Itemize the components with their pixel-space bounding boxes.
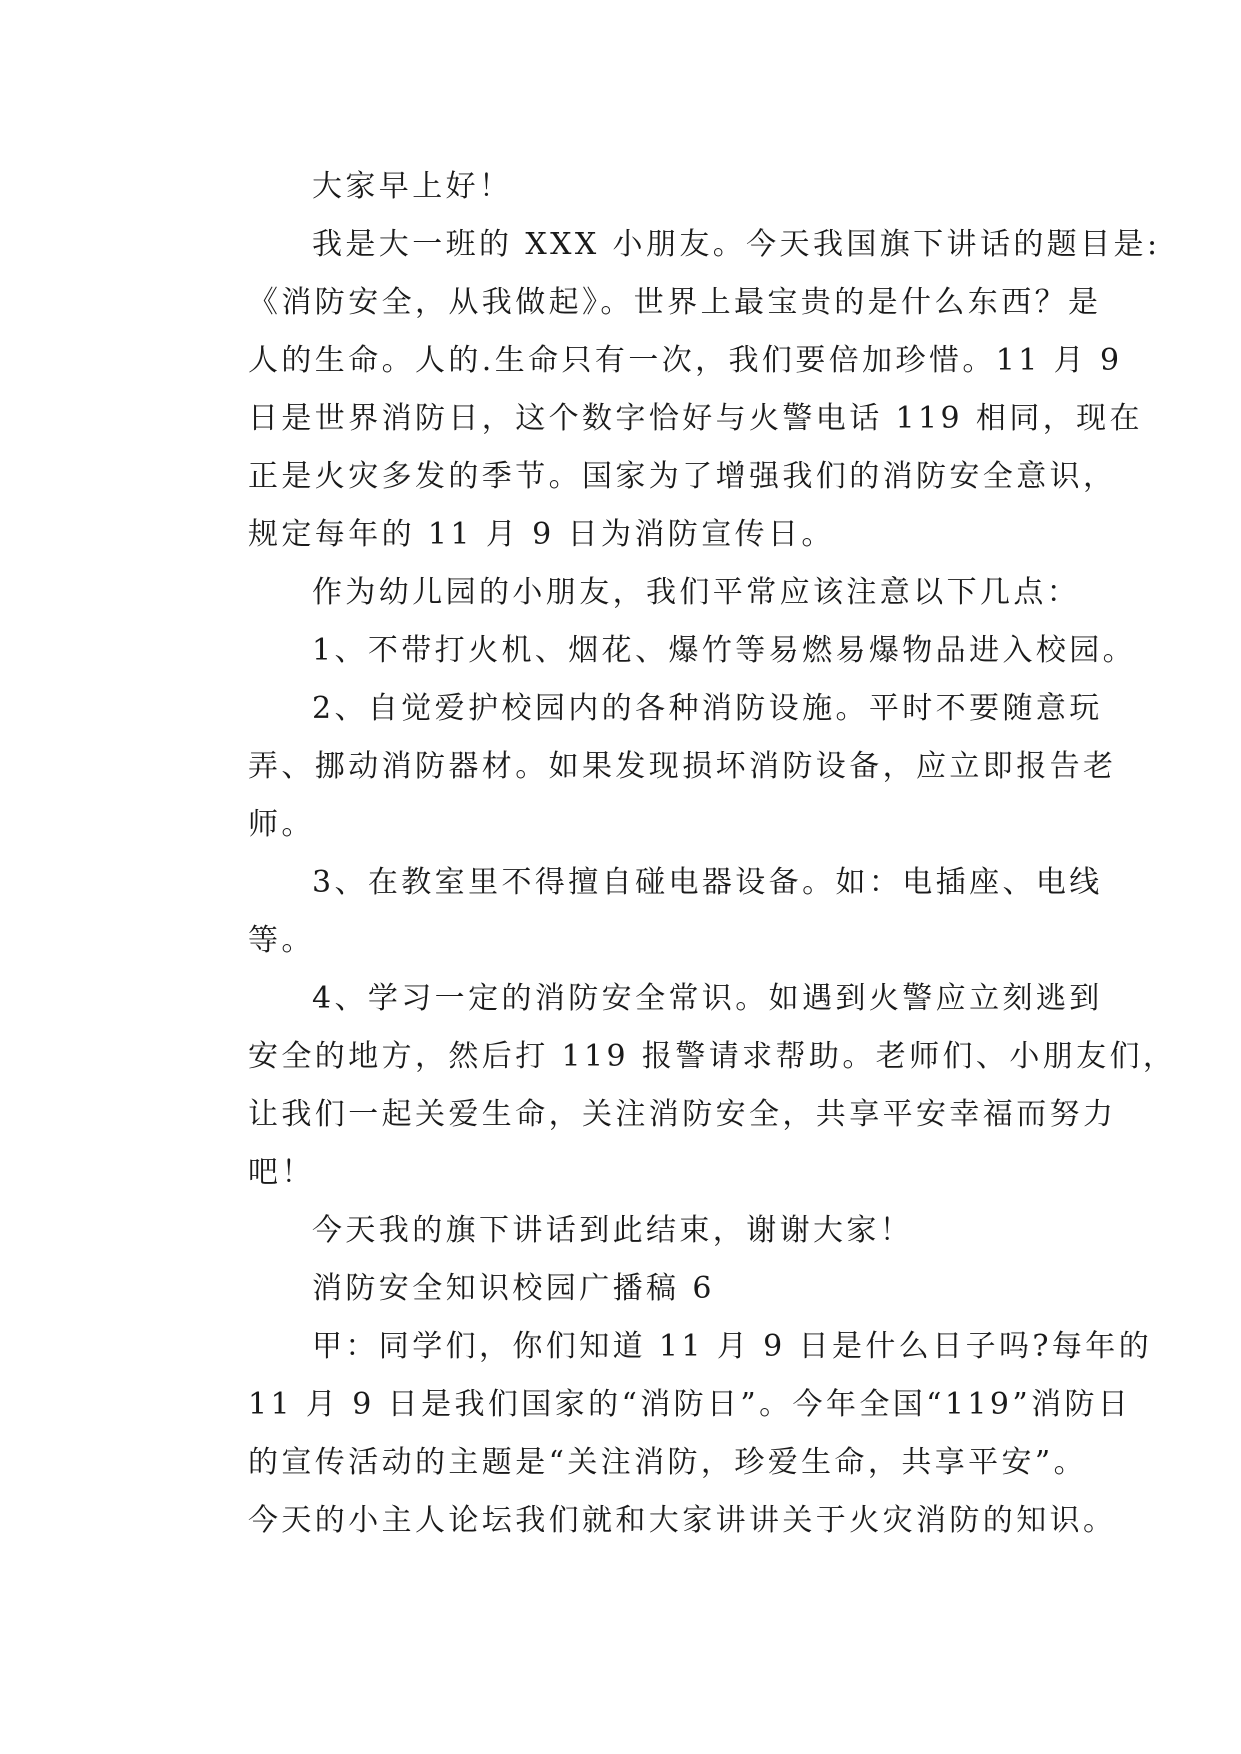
text-line: 4、学习一定的消防安全常识。如遇到火警应立刻逃到 bbox=[312, 981, 1103, 1016]
text-line: 弄、挪动消防器材。如果发现损坏消防设备，应立即报告老 bbox=[248, 749, 1117, 784]
text-line: 11 月 9 日是我们国家的“消防日”。今年全国“119”消防日 bbox=[248, 1387, 1132, 1422]
section-heading bbox=[188, 1260, 1068, 1318]
text-line: 师。 bbox=[248, 807, 315, 842]
text-line: 2、自觉爱护校园内的各种消防设施。平时不要随意玩 bbox=[312, 691, 1103, 726]
text-line: 日是世界消防日，这个数字恰好与火警电话 119 相同，现在 bbox=[248, 401, 1143, 436]
text-line: 让我们一起关爱生命，关注消防安全，共享平安幸福而努力 bbox=[248, 1097, 1117, 1132]
text-line: 3、在教室里不得擅自碰电器设备。如：电插座、电线 bbox=[312, 865, 1103, 900]
paragraph-greeting bbox=[188, 158, 1068, 216]
text-line: 的宣传活动的主题是“关注消防，珍爱生命，共享平安”。 bbox=[248, 1445, 1088, 1480]
paragraph-point-4 bbox=[188, 970, 1177, 1202]
paragraph-point-3 bbox=[188, 854, 1103, 970]
paragraph-point-2 bbox=[188, 680, 1117, 854]
text-line: 吧！ bbox=[248, 1155, 315, 1190]
text-line: 我是大一班的 XXX 小朋友。今天我国旗下讲话的题目是: bbox=[312, 227, 1161, 262]
text-line: 等。 bbox=[248, 923, 315, 958]
document-body bbox=[188, 158, 1177, 1550]
text-line: 人的生命。人的.生命只有一次，我们要倍加珍惜。11 月 9 bbox=[248, 343, 1123, 378]
paragraph-broadcast bbox=[188, 1318, 1153, 1550]
text-line: 大家早上好！ bbox=[312, 169, 513, 204]
text-line: 今天我的旗下讲话到此结束，谢谢大家！ bbox=[312, 1213, 914, 1248]
paragraph-closing bbox=[188, 1202, 1068, 1260]
paragraph-point-1 bbox=[188, 622, 1137, 680]
text-line: 消防安全知识校园广播稿 6 bbox=[312, 1271, 715, 1306]
paragraph-introduction bbox=[188, 216, 1161, 564]
text-line: 规定每年的 11 月 9 日为消防宣传日。 bbox=[248, 517, 835, 552]
text-line: 1、不带打火机、烟花、爆竹等易燃易爆物品进入校园。 bbox=[312, 633, 1137, 668]
text-line: 今天的小主人论坛我们就和大家讲讲关于火灾消防的知识。 bbox=[248, 1503, 1117, 1538]
text-line: 正是火灾多发的季节。国家为了增强我们的消防安全意识， bbox=[248, 459, 1117, 494]
paragraph-points-intro bbox=[188, 564, 1081, 622]
text-line: 甲：同学们，你们知道 11 月 9 日是什么日子吗?每年的 bbox=[312, 1329, 1153, 1364]
text-line: 《消防安全，从我做起》。世界上最宝贵的是什么东西？是 bbox=[248, 285, 1102, 320]
text-line: 作为幼儿园的小朋友，我们平常应该注意以下几点： bbox=[312, 575, 1081, 610]
text-line: 安全的地方，然后打 119 报警请求帮助。老师们、小朋友们， bbox=[248, 1039, 1177, 1074]
